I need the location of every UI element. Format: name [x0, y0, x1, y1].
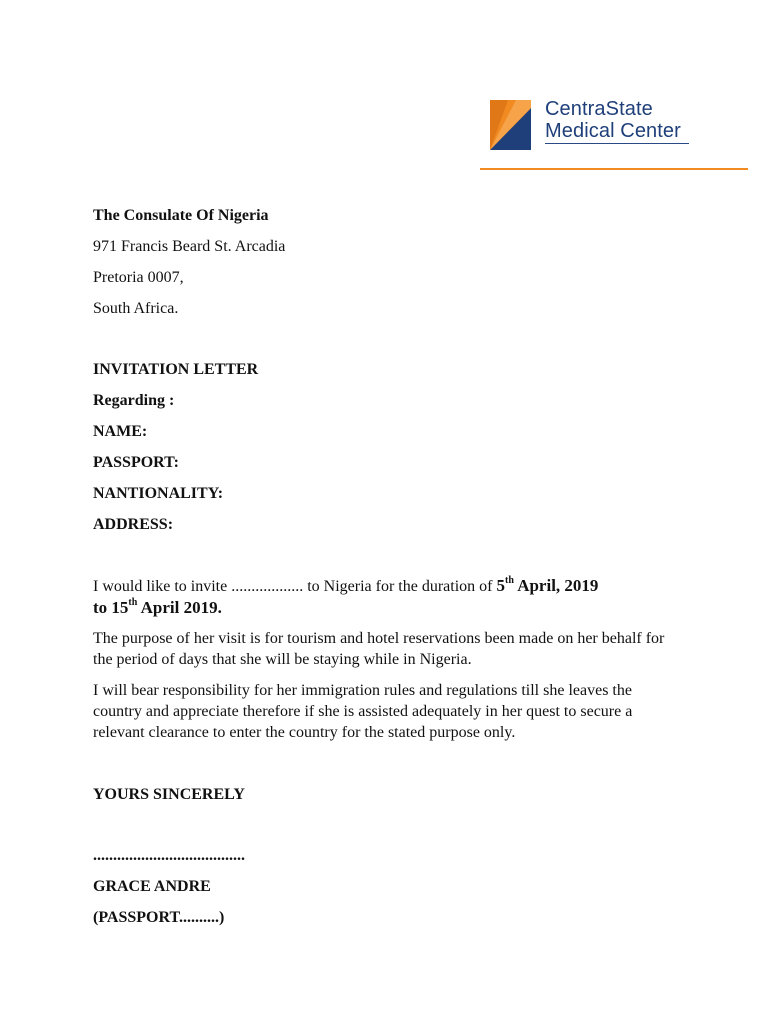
purpose-paragraph: The purpose of her visit is for tourism and hotel reservations been made on her behalf for the period of days that she will be staying while in Nigeria.	[93, 630, 665, 668]
address-label: ADDRESS:	[93, 516, 174, 533]
header-rule	[480, 168, 748, 170]
recipient-country: South Africa.	[93, 300, 179, 317]
nationality-label: NANTIONALITY:	[93, 485, 224, 502]
sign-off: YOURS SINCERELY	[93, 786, 245, 803]
invitation-sentence	[93, 575, 683, 619]
name-label: NAME:	[93, 423, 148, 440]
end-date: to 15th April 2019.	[93, 597, 222, 617]
regarding-label: Regarding :	[93, 392, 175, 409]
signatory-passport: (PASSPORT..........)	[93, 909, 225, 926]
responsibility-paragraph: I will bear responsibility for her immigration rules and regulations till she leaves the country and appreciate therefore if she is assisted adequately in her quest to secure a relevant clearance to enter the country for the stated purpose only.	[93, 682, 633, 741]
recipient-city: Pretoria 0007,	[93, 269, 184, 286]
logo-wordmark	[545, 98, 681, 142]
logo-underline	[545, 143, 689, 144]
passport-label: PASSPORT:	[93, 454, 179, 471]
invitation-intro: I would like to invite .................. to Nigeria for the duration of	[93, 578, 497, 595]
signature-line: ......................................	[93, 847, 245, 864]
letter-title: INVITATION LETTER	[93, 361, 259, 378]
company-logo	[490, 98, 720, 154]
signatory-name: GRACE ANDRE	[93, 878, 211, 895]
recipient-street: 971 Francis Beard St. Arcadia	[93, 238, 286, 255]
start-date: 5th April, 2019	[496, 575, 599, 595]
centrastate-logo-mark-icon	[490, 100, 531, 150]
logo-line-2: Medical Center	[545, 120, 681, 142]
logo-line-1: CentraState	[545, 98, 653, 120]
recipient-name: The Consulate Of Nigeria	[93, 207, 269, 224]
